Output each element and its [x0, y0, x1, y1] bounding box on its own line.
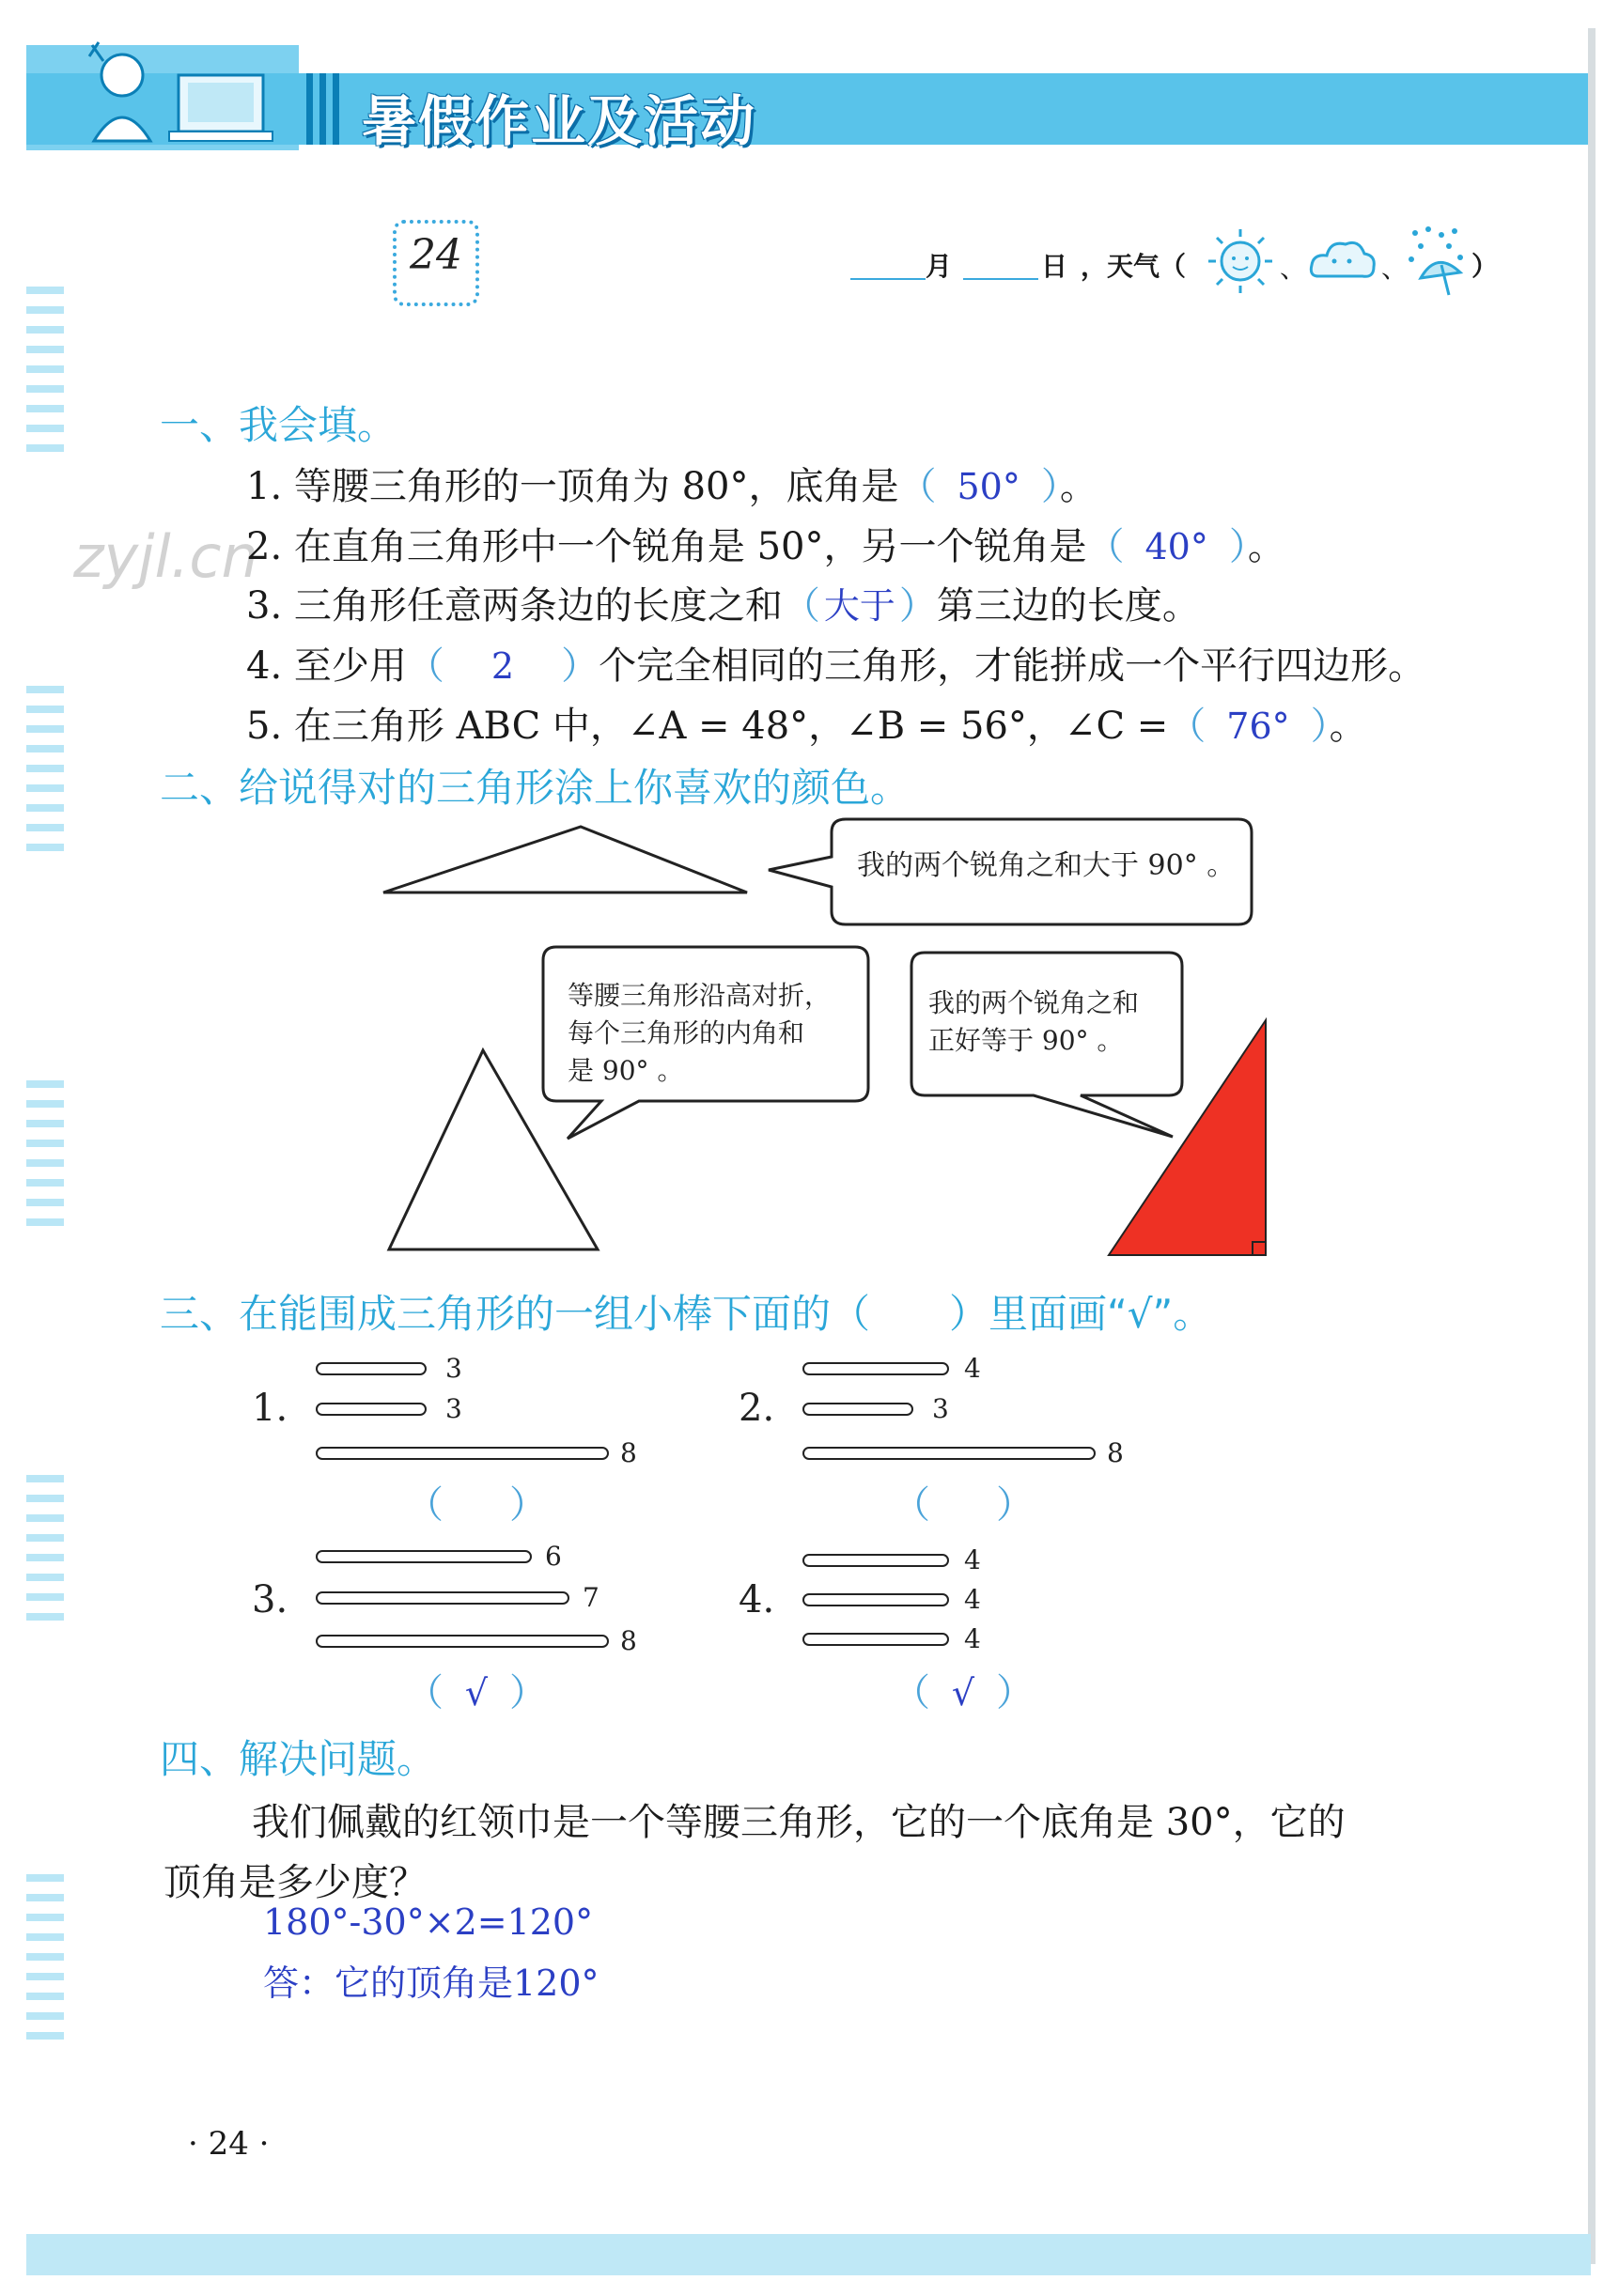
month-blank	[850, 278, 926, 280]
stick	[316, 1362, 427, 1375]
header-divider	[333, 73, 339, 145]
day-blank	[963, 278, 1038, 280]
section3-heading: 三、在能围成三角形的一组小棒下面的（ ）里面画“√”。	[160, 1291, 1213, 1337]
sunny-icon	[1203, 224, 1278, 299]
group-3-label: 3.	[252, 1578, 288, 1621]
stick-length: 4	[964, 1353, 981, 1384]
footer-band	[26, 2234, 1591, 2275]
rainy-icon	[1404, 222, 1470, 301]
check-box-1[interactable]: （ ）	[406, 1483, 547, 1527]
obtuse-triangle	[383, 827, 747, 892]
page-number: · 24 ·	[188, 2125, 270, 2163]
group-4-label: 4.	[739, 1578, 775, 1621]
problem-line-2: 顶角是多少度？	[163, 1861, 427, 1904]
stick	[802, 1403, 913, 1416]
stick	[802, 1447, 1096, 1460]
stick	[316, 1550, 532, 1563]
stick-length: 4	[964, 1623, 981, 1654]
question-3: 3. 三角形任意两条边的长度之和（ 大于 ）第三边的长度。	[246, 584, 1200, 628]
weather-close: ）	[1471, 251, 1499, 282]
section2-heading: 二、给说得对的三角形涂上你喜欢的颜色。	[160, 765, 911, 811]
header-divider	[306, 73, 313, 145]
stick-length: 3	[932, 1393, 949, 1424]
answer-5: 76°	[1226, 706, 1290, 747]
stick	[316, 1635, 609, 1648]
student-computer-illustration	[56, 38, 282, 150]
stick-length: 8	[620, 1625, 637, 1656]
section4-heading: 四、解决问题。	[160, 1736, 437, 1782]
stick-length: 8	[1107, 1437, 1124, 1468]
question-5: 5. 在三角形 ABC 中，∠A = 48°，∠B = 56°，∠C =（ 76° ）。	[246, 705, 1367, 748]
stick	[802, 1633, 949, 1646]
solution-answer: 答：它的顶角是120°	[263, 1962, 599, 2004]
group-2-label: 2.	[739, 1387, 775, 1430]
answer-3: 大于	[823, 585, 895, 627]
question-1: 1. 等腰三角形的一顶角为 80°，底角是（ 50° ）。	[246, 465, 1097, 508]
bubble-1-text: 我的两个锐角之和大于 90° 。	[857, 849, 1236, 882]
side-dashes	[26, 1475, 64, 1633]
stick-length: 4	[964, 1584, 981, 1615]
solution-work: 180°-30°×2=120°	[263, 1901, 594, 1943]
bubble-2-text: 等腰三角形沿高对折， 每个三角形的内角和 是 90° 。	[568, 980, 832, 1086]
answer-1: 50°	[957, 466, 1020, 507]
check-box-2[interactable]: （ ）	[893, 1483, 1034, 1527]
header-title: 暑假作业及活动	[362, 89, 757, 153]
stick-length: 8	[620, 1437, 637, 1468]
stick	[802, 1362, 949, 1375]
stick	[802, 1554, 949, 1567]
stick-length: 7	[583, 1582, 599, 1613]
group-1-label: 1.	[252, 1387, 288, 1430]
answer-4: 2	[490, 645, 515, 687]
question-2: 2. 在直角三角形中一个锐角是 50°，另一个锐角是（ 40° ）。	[246, 525, 1285, 568]
day-label: 日	[1041, 251, 1068, 282]
weather-sep: 、	[1381, 253, 1409, 284]
header-divider	[319, 73, 326, 145]
stick	[316, 1447, 609, 1460]
section1-heading: 一、我会填。	[160, 402, 397, 448]
weather-sep: 、	[1280, 253, 1307, 284]
stick-length: 4	[964, 1544, 981, 1575]
stick-length: 6	[545, 1541, 562, 1572]
side-dashes	[26, 1874, 64, 2052]
lesson-number: 24	[410, 231, 462, 279]
stick	[802, 1593, 949, 1606]
watermark-text: zyjl.cn	[73, 522, 258, 591]
stick	[316, 1591, 569, 1605]
stick-length: 3	[445, 1393, 462, 1424]
answer-2: 40°	[1144, 526, 1208, 567]
bubble-3-text: 我的两个锐角之和 正好等于 90° 。	[928, 987, 1140, 1056]
check-box-3[interactable]: （ √ ）	[406, 1671, 547, 1714]
stick	[316, 1403, 427, 1416]
problem-line-1: 我们佩戴的红领巾是一个等腰三角形，它的一个底角是 30°，它的	[252, 1801, 1346, 1844]
weather-label: ，天气（	[1081, 251, 1187, 282]
cloudy-icon	[1304, 229, 1379, 295]
check-box-4[interactable]: （ √ ）	[893, 1671, 1034, 1714]
side-dashes	[26, 287, 64, 464]
question-4: 4. 至少用（ 2 ）个完全相同的三角形，才能拼成一个平行四边形。	[246, 644, 1426, 688]
stick-length: 3	[445, 1353, 462, 1384]
month-label: 月	[926, 251, 953, 282]
